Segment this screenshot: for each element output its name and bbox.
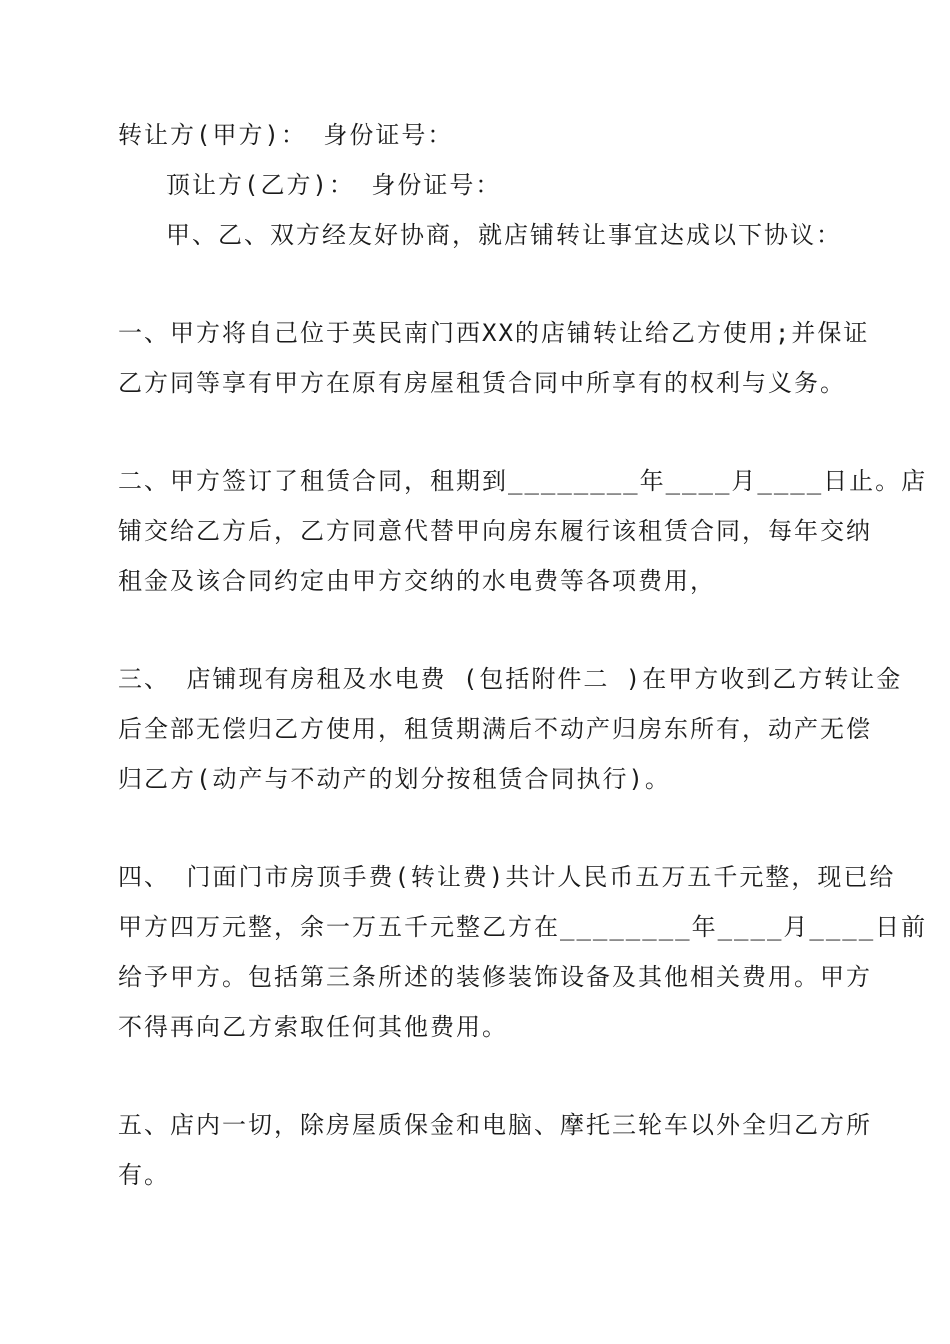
clause-line: 不得再向乙方索取任何其他费用。 <box>118 1013 508 1041</box>
spacer <box>118 1052 832 1100</box>
spacer <box>118 606 832 654</box>
clause-line: 甲方四万元整，余一万五千元整乙方在________年____月____日前 <box>118 913 928 941</box>
spacer <box>118 804 832 852</box>
transferee-line: 顶让方(乙方)： 身份证号： <box>166 171 502 199</box>
clause-1 <box>118 308 870 408</box>
clause-2 <box>118 456 928 606</box>
clause-line: 归乙方(动产与不动产的划分按租赁合同执行)。 <box>118 765 671 793</box>
clause-line: 铺交给乙方后，乙方同意代替甲向房东履行该租赁合同，每年交纳 <box>118 517 872 545</box>
clause-line: 五、店内一切，除房屋质保金和电脑、摩托三轮车以外全归乙方所 <box>118 1111 872 1139</box>
clause-line: 有。 <box>118 1161 170 1189</box>
transferor-line: 转让方(甲方)： 身份证号： <box>118 121 454 149</box>
clause-line: 四、 门面门市房顶手费(转让费)共计人民币五万五千元整，现已给 <box>118 863 896 891</box>
clause-line: 二、甲方签订了租赁合同，租期到________年____月____日止。店 <box>118 467 928 495</box>
clause-line: 给予甲方。包括第三条所述的装修装饰设备及其他相关费用。甲方 <box>118 963 872 991</box>
document-page <box>118 110 928 1200</box>
clause-line: 后全部无偿归乙方使用，租赁期满后不动产归房东所有，动产无偿 <box>118 715 872 743</box>
clause-line: 三、 店铺现有房租及水电费 (包括附件二 )在甲方收到乙方转让金 <box>118 665 903 693</box>
clause-4 <box>118 852 928 1052</box>
clause-5 <box>118 1100 872 1200</box>
spacer <box>118 408 832 456</box>
clause-line: 乙方同等享有甲方在原有房屋租赁合同中所享有的权利与义务。 <box>118 369 846 397</box>
clause-line: 一、甲方将自己位于英民南门西XX的店铺转让给乙方使用;并保证 <box>118 319 870 347</box>
clause-3 <box>118 654 903 804</box>
spacer <box>118 260 832 308</box>
intro-line: 甲、乙、双方经友好协商，就店铺转让事宜达成以下协议： <box>166 221 842 249</box>
clause-line: 租金及该合同约定由甲方交纳的水电费等各项费用， <box>118 567 716 595</box>
